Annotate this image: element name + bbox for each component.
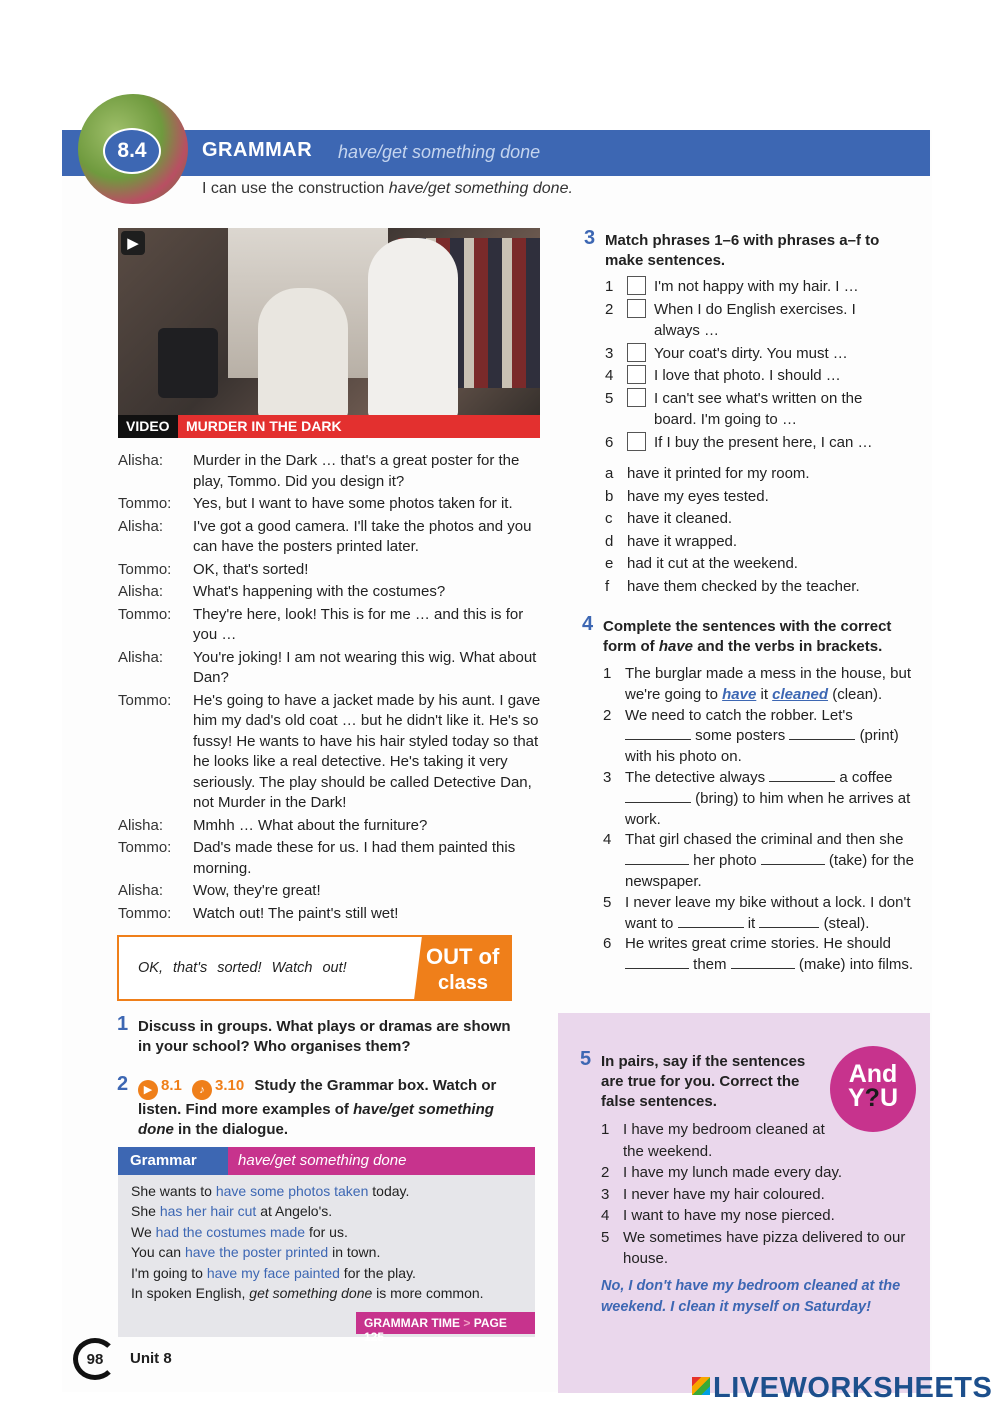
list-item: e had it cut at the weekend. — [605, 555, 798, 572]
dialogue-line: Alisha: You're joking! I am not wearing this wig. What about Dan? — [118, 648, 537, 686]
list-item: 5 I never leave my bike without a lock. I don't want to it (steal). — [603, 893, 911, 932]
play-icon[interactable]: ▶ — [121, 231, 145, 255]
answer-blank[interactable] — [625, 955, 689, 969]
dialogue-line: Alisha: What's happening with the costumes? — [118, 583, 446, 600]
list-item: 3 Your coat's dirty. You must … — [605, 344, 848, 362]
answer-box[interactable] — [627, 432, 646, 451]
lesson-subtitle: have/get something done — [338, 142, 541, 162]
video-girl — [368, 238, 458, 418]
list-item: f have them checked by the teacher. — [605, 577, 860, 595]
model-answer: No, I don't have my bedroom cleaned at the weekend. I clean it myself on Saturday! — [601, 1278, 901, 1315]
exercise-5-sentences — [601, 1119, 911, 1270]
list-item: 4 I love that photo. I should … — [605, 367, 841, 384]
liveworksheets-logo[interactable]: LIVEWORKSHEETS — [692, 1372, 992, 1405]
list-item: c have it cleaned. — [605, 510, 733, 527]
grammar-example: In spoken English, get something done is more common. — [131, 1285, 484, 1302]
answer-blank[interactable] — [678, 914, 744, 928]
answer-box[interactable] — [627, 365, 646, 384]
exercise-2-instruction: ▶ 8.1 ♪ 3.10 Study the Grammar box. Watch or listen. Find more examples of have/get something done in the dialogue. — [138, 1077, 497, 1138]
list-item: 3 I never have my hair coloured. — [601, 1185, 825, 1203]
answer-field[interactable]: cleaned — [772, 685, 829, 703]
exercise-1-instruction: Discuss in groups. What plays or dramas are shown in your school? Who organises them? — [138, 1018, 511, 1055]
dialogue-line: Tommo: They're here, look! This is for me … and this is for you … — [118, 605, 524, 643]
exercise-3-instruction: Match phrases 1–6 with phrases a–f to make sentences. — [605, 232, 880, 269]
grammar-example: She wants to have some photos taken today. — [131, 1183, 410, 1199]
objective-construction: have/get something done. — [388, 180, 573, 197]
dialogue-line: Alisha: I've got a good camera. I'll take the photos and you can have the posters printed later. — [118, 517, 532, 555]
logo-mark-icon — [692, 1377, 710, 1395]
list-item: 5 I can't see what's written on the board. I'm going to … — [605, 389, 863, 428]
list-item: 5 We sometimes have pizza delivered to our house. — [601, 1228, 906, 1267]
exercise-2-number: 2 — [117, 1073, 129, 1095]
list-item: a have it printed for my room. — [605, 465, 810, 482]
dialogue-line: Alisha: Murder in the Dark … that's a great poster for the play, Tommo. Did you design it? — [118, 452, 520, 490]
list-item: 3 The detective always a coffee (bring) to him when he arrives at work. — [603, 768, 911, 828]
lesson-number: 8.4 — [103, 128, 161, 174]
video-boy — [258, 288, 348, 418]
dialogue-line: Tommo: He's going to have a jacket made by his aunt. I gave him my dad's old coat … but he didn't like it. He's so fussy! He wants to have his hair styled today so that he looks like a real detective. He's taking it very seriously. The play should be called Detective Dan, not Murder in the Dark! — [118, 691, 541, 811]
grammar-time-link[interactable]: GRAMMAR TIME > PAGE 125 — [356, 1312, 535, 1334]
out-of-class-label-2: class — [438, 972, 489, 994]
exercise-3-phrases — [605, 276, 895, 453]
audio-reference: 3.10 — [215, 1077, 245, 1094]
and-you-badge: And Y?U — [830, 1046, 916, 1132]
grammar-example: We had the costumes made for us. — [131, 1223, 348, 1240]
answer-blank[interactable] — [625, 726, 691, 740]
page-number: 98 — [73, 1338, 117, 1380]
dialogue-line: Tommo: Yes, but I want to have some photos taken for it. — [118, 495, 513, 512]
list-item: 4 I want to have my nose pierced. — [601, 1207, 835, 1224]
exercise-4-number: 4 — [582, 613, 594, 635]
list-item: 2 I have my lunch made every day. — [601, 1164, 842, 1181]
answer-blank[interactable] — [625, 851, 689, 865]
dialogue-line: Tommo: Dad's made these for us. I had them painted this morning. — [118, 839, 516, 877]
list-item: 2 We need to catch the robber. Let's some posters (print) with his photo on. — [603, 706, 899, 766]
answer-box[interactable] — [627, 388, 646, 407]
dialogue-line: Alisha: Mmhh … What about the furniture? — [118, 816, 428, 834]
dialogue-line: Tommo: OK, that's sorted! — [118, 560, 309, 578]
answer-blank[interactable] — [759, 914, 819, 928]
answer-box[interactable] — [627, 343, 646, 362]
list-item: 1 I'm not happy with my hair. I … — [605, 278, 859, 295]
list-item: d have it wrapped. — [605, 532, 738, 550]
list-item: 4 That girl chased the criminal and then she her photo (take) for the newspaper. — [603, 831, 914, 890]
list-item: b have my eyes tested. — [605, 487, 769, 505]
exercise-3-endings — [605, 463, 905, 598]
video-tag: VIDEO — [118, 415, 178, 438]
objective-text: I can use the construction — [202, 180, 389, 197]
answer-blank[interactable] — [625, 789, 691, 803]
grammar-example: I'm going to have my face painted for the play. — [131, 1264, 416, 1281]
exercise-4-sentences — [603, 664, 917, 976]
grammar-example: She has her hair cut at Angelo's. — [131, 1203, 333, 1220]
answer-box[interactable] — [627, 299, 646, 318]
video-still[interactable] — [118, 228, 540, 438]
list-item: 6 If I buy the present here, I can … — [605, 433, 873, 451]
video-play-icon[interactable]: ▶ — [138, 1080, 158, 1100]
audio-speaker-icon[interactable]: ♪ — [192, 1080, 212, 1100]
answer-blank[interactable] — [789, 726, 855, 740]
answer-blank[interactable] — [769, 768, 835, 782]
grammar-examples — [131, 1181, 484, 1303]
dialogue — [118, 451, 548, 926]
dialogue-line: Alisha: Wow, they're great! — [118, 882, 321, 899]
list-item: 1 I have my bedroom cleaned at the weekend. — [601, 1121, 825, 1160]
video-title: MURDER IN THE DARK — [178, 415, 540, 438]
answer-box[interactable] — [627, 276, 646, 295]
list-item: 6 He writes great crime stories. He should them (make) into films. — [603, 935, 914, 974]
exercise-3-number: 3 — [584, 227, 596, 249]
exercise-5-instruction: In pairs, say if the sentences are true for you. Correct the false sentences. — [601, 1053, 806, 1110]
video-reference: 8.1 — [161, 1077, 182, 1094]
out-of-class-label: OUT of — [426, 944, 500, 969]
answer-field[interactable]: have — [722, 685, 757, 703]
out-of-class-phrases: OK, that's sorted! Watch out! — [138, 960, 347, 976]
lesson-title: GRAMMAR — [202, 139, 313, 161]
grammar-topic: have/get something done — [228, 1147, 535, 1175]
answer-blank[interactable] — [731, 955, 795, 969]
unit-label: Unit 8 — [130, 1350, 172, 1367]
exercise-1-number: 1 — [117, 1013, 129, 1035]
list-item: 2 When I do English exercises. I always … — [605, 300, 856, 339]
lesson-objective — [202, 180, 573, 198]
video-suitcase — [158, 328, 218, 398]
grammar-heading: Grammar — [118, 1147, 228, 1175]
exercise-4-instruction: Complete the sentences with the correct form of have and the verbs in brackets. — [603, 618, 892, 655]
dialogue-line: Tommo: Watch out! The paint's still wet! — [118, 904, 399, 922]
list-item: 1 The burglar made a mess in the house, but we're going to have it cleaned (clean). — [603, 665, 911, 703]
grammar-example: You can have the poster printed in town. — [131, 1244, 381, 1261]
exercise-5-number: 5 — [580, 1048, 592, 1070]
answer-blank[interactable] — [761, 851, 825, 865]
